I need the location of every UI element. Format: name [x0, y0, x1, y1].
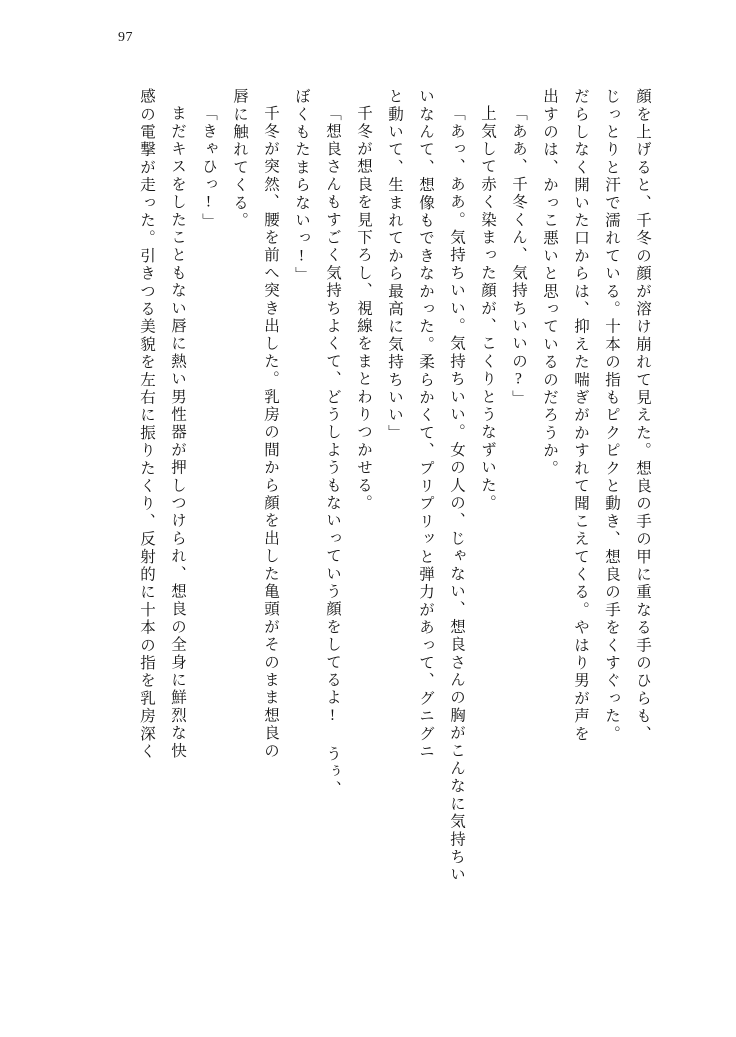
- text-line: 「ああ、千冬くん、気持ちいいの?」: [510, 105, 527, 408]
- text-line: 「きゃひっ!」: [200, 105, 217, 231]
- text-line: 唇に触れてくる。: [231, 88, 248, 230]
- text-line: 顔を上げると、千冬の顔が溶け崩れて見えた。想良の手の甲に重なる手のひらも、: [634, 88, 651, 743]
- vertical-text-body: [86, 88, 650, 942]
- text-line: 上気して赤く染まった顔が、こくりとうなずいた。: [479, 105, 496, 513]
- text-line: まだキスをしたこともない唇に熱い男性器が押しつけられ、想良の全身に鮮烈な快: [169, 105, 186, 760]
- text-line: ぼくもたまらないっ!」: [293, 88, 310, 285]
- text-line: 「あっ、ああ。気持ちいい。気持ちいい。女の人の、じゃない、想良さんの胸がこんなに気持ちい: [448, 105, 465, 884]
- text-line: 出すのは、かっこ悪いと思っているのだろうか。: [541, 88, 558, 478]
- text-line: いなんて、想像もできなかった。柔らかくて、プリプリッと弾力があって、グニグニ: [417, 88, 434, 761]
- text-line: 千冬が突然、腰を前へ突き出した。乳房の間から顔を出した亀頭がそのまま想良の: [262, 105, 279, 760]
- text-line: じっとりと汗で濡れている。十本の指もピクピクと動き、想良の手をくすぐった。: [603, 88, 620, 743]
- text-line: 感の電撃が走った。引きつる美貌を左右に振りたくり、反射的に十本の指を乳房深く: [138, 88, 155, 761]
- text-line: 「想良さんもすごく気持ちよくて、どうしようもないっていう顔をしてるよ! うぅ、: [324, 105, 341, 799]
- text-line: だらしなく開いた口からは、抑えた喘ぎがかすれて聞こえてくる。やはり男が声を: [572, 88, 589, 743]
- text-line: と動いて、生まれてから最高に気持ちいい」: [386, 88, 403, 442]
- page-number: 97: [118, 30, 133, 45]
- text-line: 千冬が想良を見下ろし、視線をまとわりつかせる。: [355, 105, 372, 513]
